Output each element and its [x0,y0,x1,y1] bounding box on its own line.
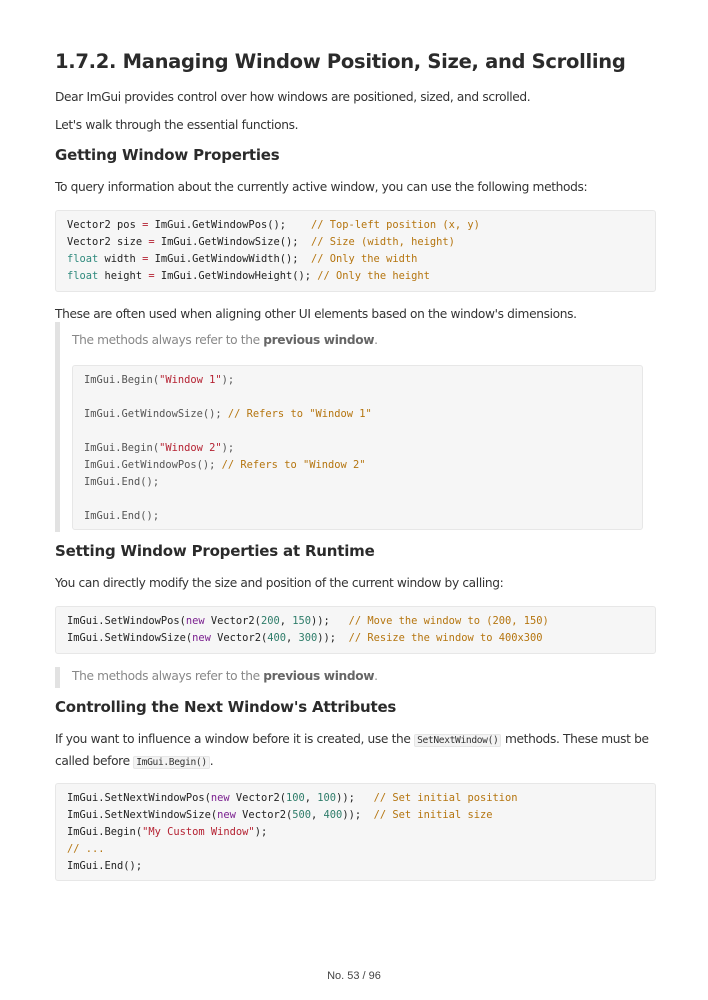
inline-code: SetNextWindow() [414,734,501,747]
code-line-blank [84,389,642,406]
intro-paragraph-1: Dear ImGui provides control over how windows are positioned, sized, and scrolled. [55,90,531,104]
code-line: ImGui.End(); [84,510,160,522]
blockquote-bar [55,322,60,532]
code-line: float height = ImGui.GetWindowHeight(); // Only the height [67,270,430,282]
code-line: ImGui.Begin("Window 1"); [84,374,235,386]
page-number: No. 53 / 96 [327,970,381,982]
blockquote-note: The methods always refer to the previous window. [72,333,378,347]
heading-setting-window-properties: Setting Window Properties at Runtime [55,542,375,560]
section-title: 1.7.2. Managing Window Position, Size, and Scrolling [55,50,626,73]
blockquote-bar [55,667,60,688]
intro-paragraph-2: Let's walk through the essential functions. [55,118,299,132]
code-block-next-window [55,783,656,881]
code-line: Vector2 pos = ImGui.GetWindowPos(); // Top-left position (x, y) [67,219,480,231]
code-line: ImGui.End(); [67,860,143,872]
inline-code: ImGui.Begin() [133,756,210,769]
next-paragraph: If you want to influence a window before it is created, use the SetNextWindow() methods. These must be called before ImGui.Begin() . [55,732,649,768]
code-line-blank [84,491,642,508]
code-block-get-properties [55,210,656,292]
code-line-blank [84,423,642,440]
code-line: ImGui.Begin("My Custom Window"); [67,826,268,838]
after-code-paragraph: These are often used when aligning other UI elements based on the window's dimensions. [55,307,577,321]
heading-next-window-attributes: Controlling the Next Window's Attributes [55,698,397,716]
code-block-example [72,365,643,530]
code-line: // ... [67,843,105,855]
code-line: ImGui.SetWindowSize(new Vector2(400, 300)); // Resize the window to 400x300 [67,632,543,644]
code-block-set-properties [55,606,656,654]
code-line: ImGui.Begin("Window 2"); [84,442,235,454]
blockquote-note: The methods always refer to the previous window. [72,669,378,683]
setting-paragraph: You can directly modify the size and position of the current window by calling: [55,576,504,590]
code-line: ImGui.GetWindowSize(); // Refers to "Window 1" [84,408,372,420]
code-line: Vector2 size = ImGui.GetWindowSize(); // Size (width, height) [67,236,455,248]
code-line: ImGui.SetNextWindowSize(new Vector2(500, 400)); // Set initial size [67,809,493,821]
getting-paragraph: To query information about the currently active window, you can use the following methods: [55,180,588,194]
code-line: ImGui.GetWindowPos(); // Refers to "Window 2" [84,459,366,471]
code-line: ImGui.End(); [84,476,160,488]
code-line: ImGui.SetWindowPos(new Vector2(200, 150)); // Move the window to (200, 150) [67,615,549,627]
code-line: ImGui.SetNextWindowPos(new Vector2(100, 100)); // Set initial position [67,792,518,804]
code-line: float width = ImGui.GetWindowWidth(); // Only the width [67,253,418,265]
heading-getting-window-properties: Getting Window Properties [55,146,280,164]
